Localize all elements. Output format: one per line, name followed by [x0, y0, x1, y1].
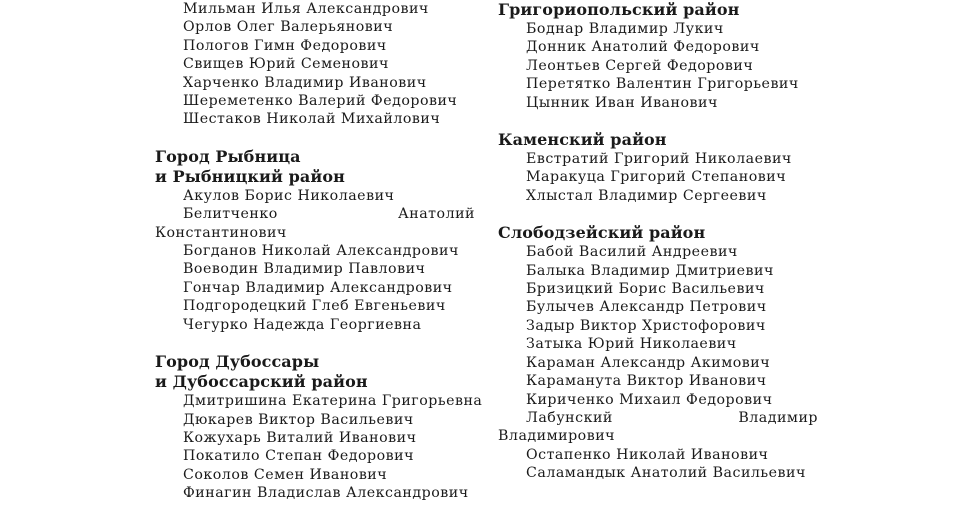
list-item: Кожухарь Виталий Иванович [183, 429, 417, 446]
list-item: Чегурко Надежда Георгиевна [183, 316, 422, 333]
list-item: Пологов Гимн Федорович [183, 37, 387, 54]
list-item: Соколов Семен Иванович [183, 466, 388, 483]
right-column [498, 0, 818, 483]
list-item: Балыка Владимир Дмитриевич [526, 262, 774, 279]
section-heading: Слободзейский район [498, 223, 706, 243]
list-item: Маракуца Григорий Степанович [526, 169, 787, 186]
list-item: Белитченко Анатолий Константинович [155, 206, 475, 241]
section-heading: Каменский район [498, 130, 667, 150]
list-item: Цынник Иван Иванович [526, 94, 718, 111]
top-name-list [155, 0, 475, 129]
list-item: Воеводин Владимир Павлович [183, 261, 426, 278]
section-heading: Город Рыбница [155, 146, 301, 166]
section-heading: Григориопольский район [498, 0, 740, 19]
list-item: Донник Анатолий Федорович [526, 39, 760, 56]
list-item: Свищев Юрий Семенович [183, 56, 389, 73]
list-item: Акулов Борис Николаевич [183, 187, 395, 204]
list-item: Перетятко Валентин Григорьевич [526, 76, 799, 93]
list-item: Гончар Владимир Александрович [183, 279, 453, 296]
list-item: Кириченко Михаил Федорович [526, 391, 773, 408]
list-item: Булычев Александр Петрович [526, 299, 767, 316]
list-item: Леонтьев Сергей Федорович [526, 57, 754, 74]
list-item: Бабой Василий Андреевич [526, 244, 738, 261]
list-item: Бризицкий Борис Васильевич [526, 281, 765, 298]
grigoriopol-section [498, 0, 818, 112]
list-item: Покатило Степан Федорович [183, 448, 414, 465]
dubossary-section [155, 352, 483, 502]
list-item: Подгородецкий Глеб Евгеньевич [183, 298, 446, 315]
list-item: Шереметенко Валерий Федорович [183, 93, 458, 110]
section-heading: и Дубоссарский район [155, 372, 368, 392]
slobodzeya-section [498, 223, 818, 482]
section-heading: и Рыбницкий район [155, 166, 345, 186]
list-item: Орлов Олег Валерьянович [183, 19, 394, 36]
list-item: Лабунский Владимир Владимирович [498, 409, 818, 445]
list-item: Финагин Владислав Александрович [183, 485, 469, 502]
section-heading: Город Дубоссары [155, 352, 320, 372]
list-item: Задыр Виктор Христофорович [526, 317, 766, 334]
rybnitsa-section [155, 147, 475, 334]
list-item: Караманута Виктор Иванович [526, 373, 767, 390]
list-item: Боднар Владимир Лукич [526, 21, 724, 37]
list-item: Дюкарев Виктор Васильевич [183, 411, 414, 428]
list-item: Богданов Николай Александрович [183, 243, 459, 260]
left-column [155, 0, 483, 503]
list-item: Саламандык Анатолий Васильевич [526, 465, 806, 482]
list-item: Мильман Илья Александрович [183, 1, 429, 17]
list-item: Хлыстал Владимир Сергеевич [526, 187, 767, 204]
list-item: Затыка Юрий Николаевич [526, 336, 737, 353]
list-item: Остапенко Николай Иванович [526, 446, 769, 463]
list-item: Харченко Владимир Иванович [183, 74, 427, 91]
list-item: Дмитришина Екатерина Григорьевна [183, 393, 483, 410]
list-item: Шестаков Николай Михайлович [183, 111, 441, 128]
list-item: Евстратий Григорий Николаевич [526, 151, 792, 168]
kamenka-section [498, 130, 818, 205]
list-item: Караман Александр Акимович [526, 354, 771, 371]
